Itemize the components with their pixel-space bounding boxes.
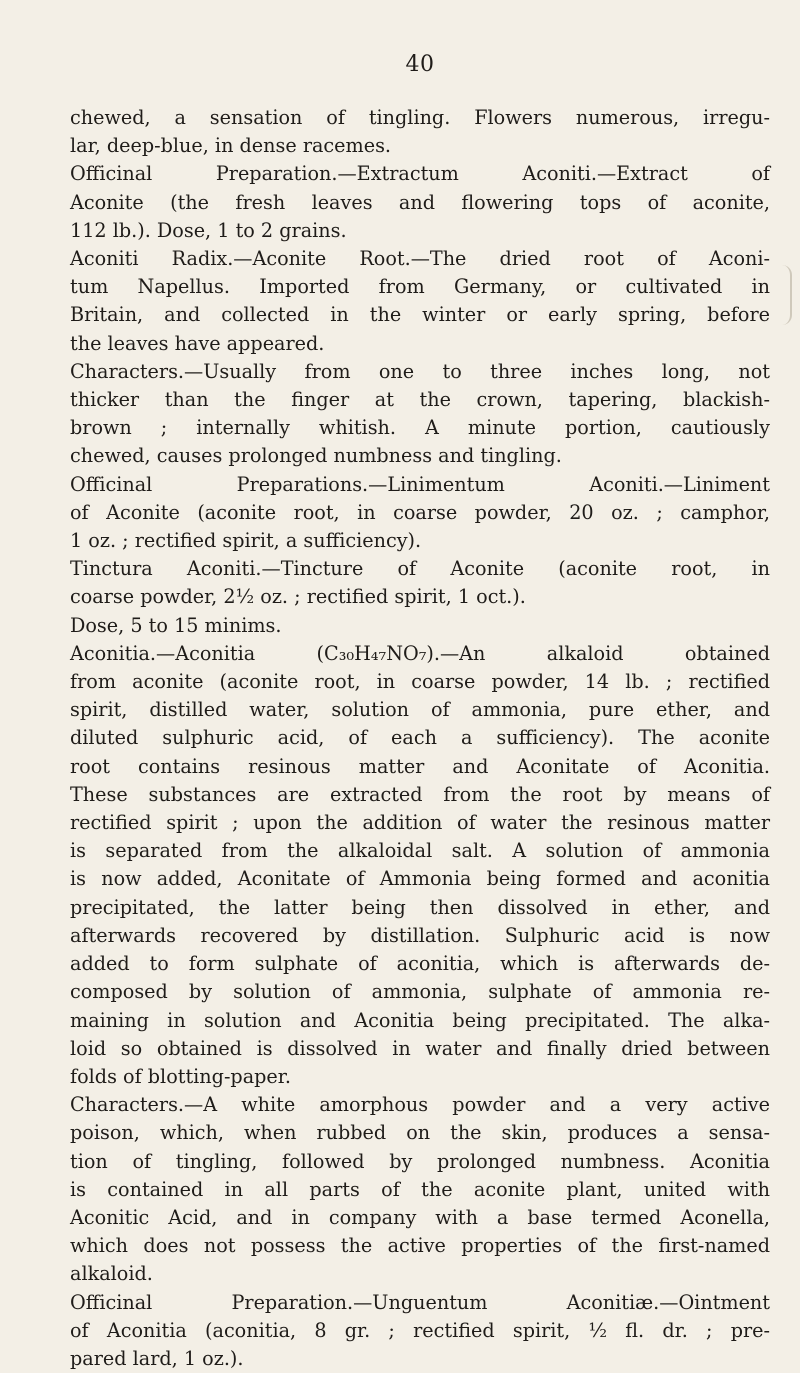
text-line: is separated from the alkaloidal salt. A solution of ammonia (70, 839, 770, 863)
text-line: of Aconitia (aconitia, 8 gr. ; rectified spirit, ½ fl. dr. ; pre- (70, 1318, 770, 1342)
text-line: precipitated, the latter being then dissolved in ether, and (70, 895, 770, 919)
text-line: Britain, and collected in the winter or early spring, before (70, 303, 770, 327)
text-line: brown ; internally whitish. A minute portion, cautiously (70, 416, 770, 440)
text-line: Officinal Preparations.—Linimentum Aconiti.—Liniment (70, 472, 770, 496)
text-line: Officinal Preparation.—Extractum Aconiti.—Extract of (70, 162, 770, 186)
text-line: 1 oz. ; rectified spirit, a sufficiency). (70, 529, 422, 553)
text-line: root contains resinous matter and Aconitate of Aconitia. (70, 754, 770, 778)
text-line: the leaves have appeared. (70, 331, 325, 355)
text-line: pared lard, 1 oz.). (70, 1346, 244, 1370)
text-line: These substances are extracted from the root by means of (70, 782, 770, 806)
text-line: Aconitic Acid, and in company with a base termed Aconella, (70, 1205, 770, 1229)
text-line: Dose, 5 to 15 minims. (70, 613, 282, 637)
text-line: diluted sulphuric acid, of each a sufficiency). The aconite (70, 726, 770, 750)
text-line: composed by solution of ammonia, sulphate of ammonia re- (70, 980, 770, 1004)
text-line: tum Napellus. Imported from Germany, or cultivated in (70, 275, 770, 299)
text-line: maining in solution and Aconitia being precipitated. The alka- (70, 1008, 770, 1032)
text-line: Characters.—A white amorphous powder and a very active (70, 1093, 770, 1117)
text-line: lar, deep-blue, in dense racemes. (70, 134, 392, 158)
text-line: is now added, Aconitate of Ammonia being formed and aconitia (70, 867, 770, 891)
text-line: chewed, a sensation of tingling. Flowers numerous, irregu- (70, 106, 770, 129)
text-line: from aconite (aconite root, in coarse powder, 14 lb. ; rectified (70, 670, 770, 694)
text-line: alkaloid. (70, 1262, 153, 1286)
text-line: thicker than the finger at the crown, tapering, blackish- (70, 388, 770, 412)
text-line: poison, which, when rubbed on the skin, produces a sensa- (70, 1121, 770, 1145)
text-line: Officinal Preparation.—Unguentum Aconitiæ.—Ointment (70, 1290, 770, 1314)
text-line: afterwards recovered by distillation. Sulphuric acid is now (70, 923, 770, 947)
text-line: Tinctura Aconiti.—Tincture of Aconite (aconite root, in (70, 557, 770, 581)
text-line: of Aconite (aconite root, in coarse powder, 20 oz. ; camphor, (70, 500, 770, 524)
text-line: Aconitia.—Aconitia (C₃₀H₄₇NO₇).—An alkaloid obtained (70, 641, 770, 665)
book-page (70, 0, 770, 1372)
page-edge-mark (776, 265, 792, 325)
text-line: Characters.—Usually from one to three inches long, not (70, 359, 770, 383)
text-line: is contained in all parts of the aconite plant, united with (70, 1177, 770, 1201)
text-line: Aconiti Radix.—Aconite Root.—The dried root of Aconi- (70, 247, 770, 271)
body-text (70, 104, 770, 1373)
text-line: coarse powder, 2½ oz. ; rectified spirit, 1 oct.). (70, 585, 526, 609)
text-line: loid so obtained is dissolved in water and finally dried between (70, 1036, 770, 1060)
text-line: chewed, causes prolonged numbness and tingling. (70, 444, 562, 468)
text-line: rectified spirit ; upon the addition of water the resinous matter (70, 811, 770, 835)
text-line: folds of blotting-paper. (70, 1064, 291, 1088)
text-line: tion of tingling, followed by prolonged numbness. Aconitia (70, 1149, 770, 1173)
text-line: 112 lb.). Dose, 1 to 2 grains. (70, 218, 347, 242)
text-line: added to form sulphate of aconitia, which is afterwards de- (70, 952, 770, 976)
page-number: 40 (405, 52, 435, 77)
text-line: Aconite (the fresh leaves and flowering tops of aconite, (70, 190, 770, 214)
text-line: which does not possess the active properties of the first-named (70, 1234, 770, 1258)
text-line: spirit, distilled water, solution of ammonia, pure ether, and (70, 698, 770, 722)
